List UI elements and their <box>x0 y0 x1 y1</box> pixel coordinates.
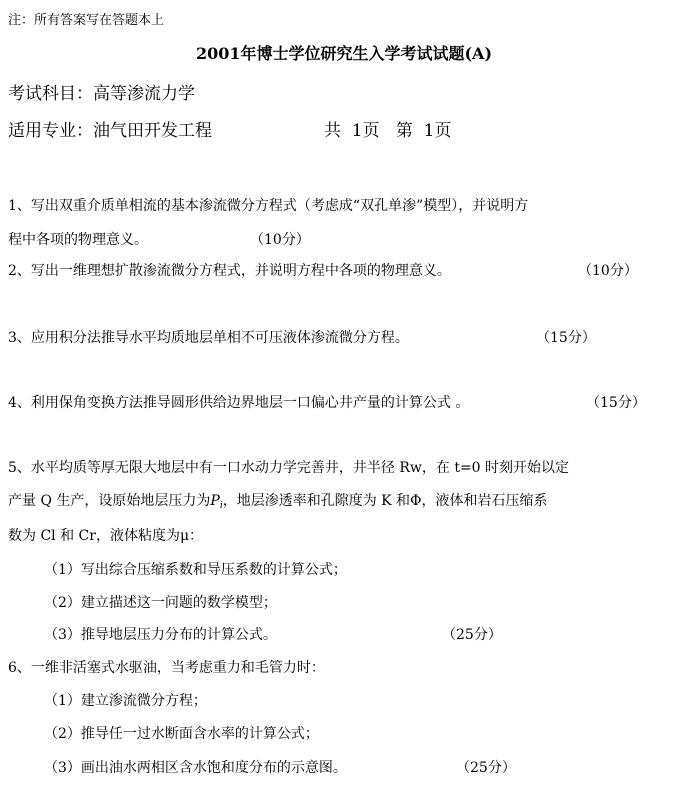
question-1-line-2: 程中各项的物理意义。 <box>8 232 148 248</box>
exam-note: 注：所有答案写在答题本上 <box>8 13 165 28</box>
question-4-points: （15分） <box>586 395 646 411</box>
initial-pressure-symbol: P <box>210 493 220 509</box>
question-6-sub-1: （1）建立渗流微分方程； <box>44 693 207 709</box>
question-1-points: （10分） <box>250 232 310 248</box>
question-5-line-2-start: 产量 Q 生产，设原始地层压力为 <box>8 493 211 509</box>
question-2-points: （10分） <box>578 263 638 279</box>
question-5-sub-2: （2）建立描述这一问题的数学模型； <box>44 595 277 611</box>
question-5-line-3: 数为 Cl 和 Cr，液体粘度为μ： <box>8 528 204 544</box>
question-6: 6、一维非活塞式水驱油，当考虑重力和毛管力时： <box>8 660 325 676</box>
question-6-points: （25分） <box>456 760 516 776</box>
exam-title: 2001年博士学位研究生入学考试试题(A) <box>195 44 493 63</box>
question-5-line-2 <box>8 494 548 511</box>
exam-subject: 考试科目：高等渗流力学 <box>8 84 195 104</box>
question-5-points: （25分） <box>442 627 502 643</box>
question-5-sub-3: （3）推导地层压力分布的计算公式。 <box>44 627 277 643</box>
question-5-line-2-end: ，地层渗透率和孔隙度为 K 和Φ，液体和岩石压缩系 <box>222 493 548 509</box>
question-5-sub-1: （1）写出综合压缩系数和导压系数的计算公式； <box>44 562 347 578</box>
page-count: 共 1页 第 1页 <box>324 121 452 141</box>
question-3-points: （15分） <box>536 330 596 346</box>
question-3: 3、应用积分法推导水平均质地层单相不可压液体渗流微分方程。 <box>8 330 409 346</box>
question-6-sub-2: （2）推导任一过水断面含水率的计算公式； <box>44 726 319 742</box>
question-4: 4、利用保角变换方法推导圆形供给边界地层一口偏心井产量的计算公式 。 <box>8 395 470 411</box>
exam-major: 适用专业：油气田开发工程 <box>8 121 212 141</box>
initial-pressure-subscript: i <box>219 501 223 511</box>
question-6-sub-3: （3）画出油水两相区含水饱和度分布的示意图。 <box>44 760 347 776</box>
question-1-line-1: 1、写出双重介质单相流的基本渗流微分方程式（考虑成“双孔单渗”模型），并说明方 <box>8 198 529 214</box>
question-2: 2、写出一维理想扩散渗流微分方程式，并说明方程中各项的物理意义。 <box>8 263 451 279</box>
question-5-line-1: 5、水平均质等厚无限大地层中有一口水动力学完善井，井半径 Rw，在 t=0 时刻开始以定 <box>8 460 570 476</box>
